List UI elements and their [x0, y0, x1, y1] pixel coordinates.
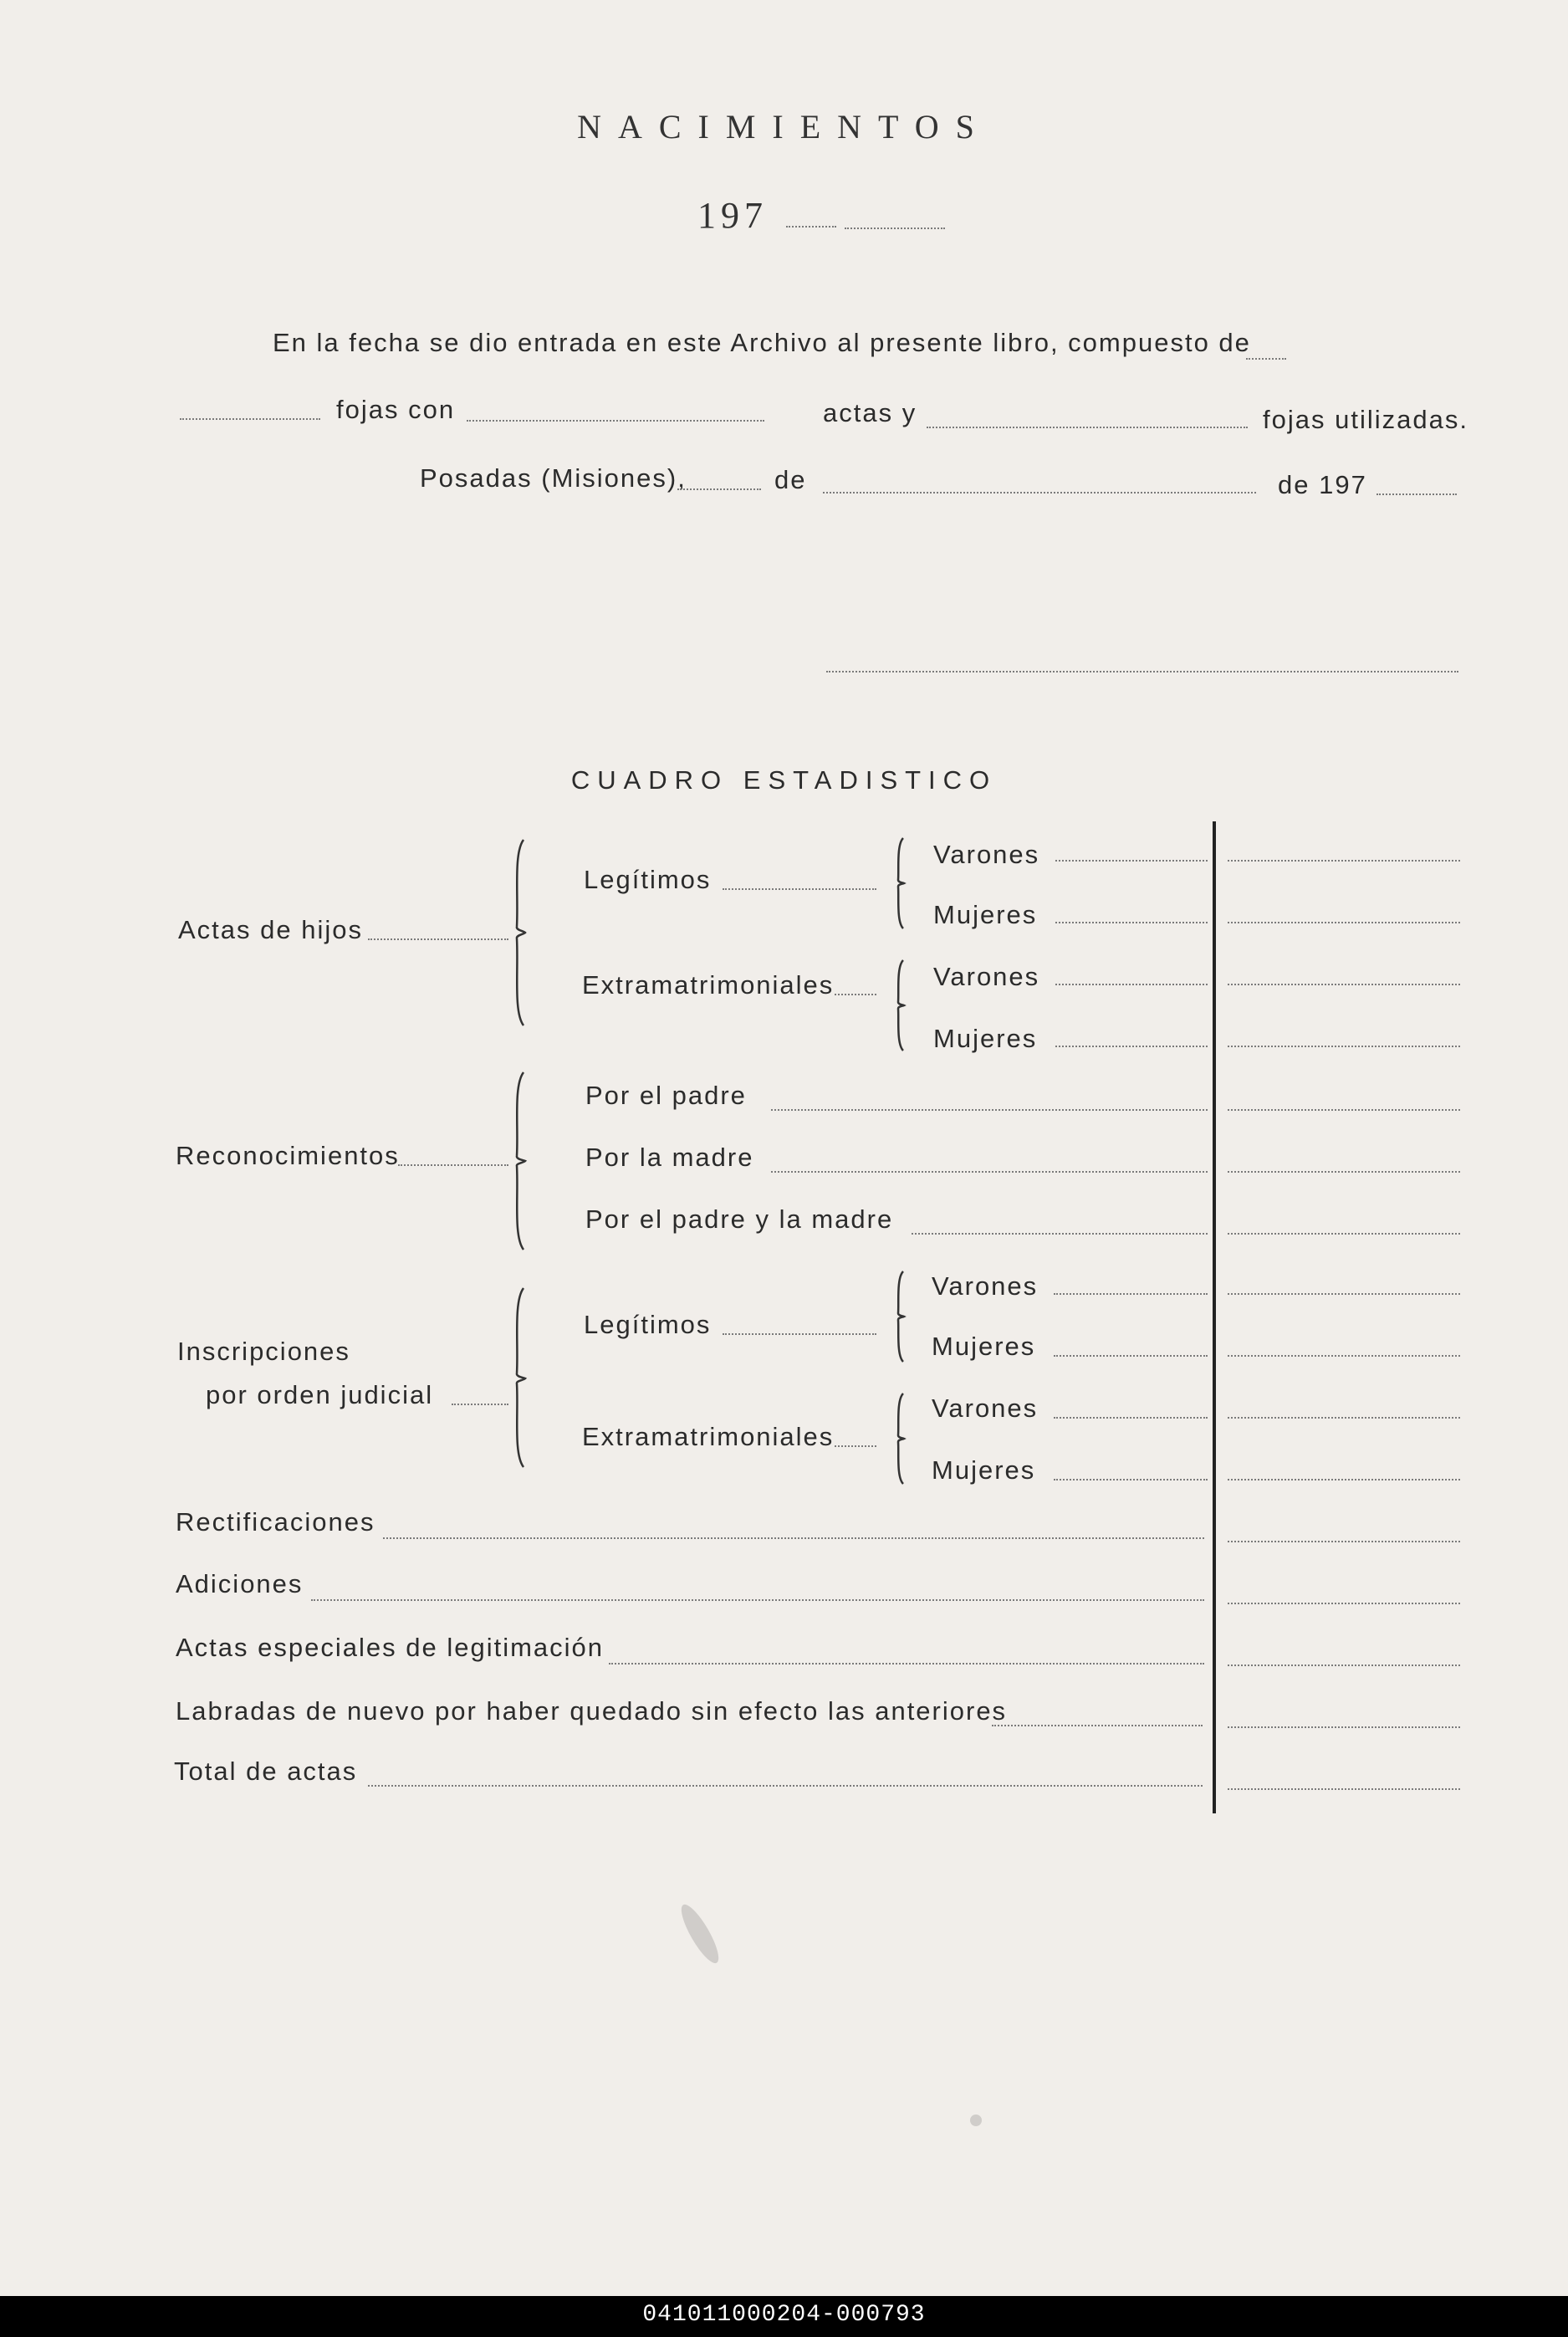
day-line: [677, 488, 761, 490]
total-actas-line: [368, 1785, 1203, 1787]
count-line-r10: [1228, 1417, 1460, 1419]
count-line-r7: [1228, 1233, 1460, 1235]
brace-legitimos-1: [891, 836, 908, 930]
pages-count-line: [1246, 358, 1286, 360]
brace-legitimos-2: [891, 1270, 908, 1363]
por-madre-line: [771, 1171, 1208, 1173]
actas-especiales-line: [609, 1663, 1204, 1665]
count-line-r2: [1228, 922, 1460, 923]
count-line-r14: [1228, 1665, 1460, 1666]
month-line: [823, 492, 1256, 493]
paper-smudge-2: [970, 2115, 982, 2126]
document-title: NACIMIENTOS: [577, 108, 991, 146]
por-madre-label: Por la madre: [585, 1143, 754, 1172]
paper-smudge: [675, 1900, 724, 1967]
adiciones-label: Adiciones: [176, 1569, 304, 1598]
legitimos-label-1: Legítimos: [584, 865, 712, 894]
fojas-count-line: [180, 418, 320, 420]
total-actas-label: Total de actas: [174, 1757, 358, 1786]
cuadro-title: CUADRO ESTADISTICO: [570, 765, 998, 795]
rectificaciones-line: [383, 1537, 1204, 1539]
varones-line-1: [1055, 860, 1208, 862]
varones-line-2: [1055, 984, 1208, 985]
count-line-r5: [1228, 1109, 1460, 1111]
count-line-r8: [1228, 1293, 1460, 1295]
por-padre-label: Por el padre: [585, 1081, 747, 1110]
place-label: Posadas (Misiones),: [420, 463, 687, 493]
labradas-line: [992, 1725, 1203, 1726]
legitimos-label-2: Legítimos: [584, 1310, 712, 1339]
year-fill-line: [786, 226, 836, 228]
entry-text-line1: En la fecha se dio entrada en este Archivo al presente libro, compuesto de: [273, 328, 1251, 357]
count-line-r16: [1228, 1788, 1460, 1790]
fojas-utilizadas-label: fojas utilizadas.: [1263, 405, 1468, 434]
por-ambos-label: Por el padre y la madre: [585, 1204, 894, 1234]
por-orden-label: por orden judicial: [206, 1380, 434, 1409]
por-ambos-line: [912, 1233, 1208, 1235]
count-line-r4: [1228, 1046, 1460, 1047]
extramatrimoniales-label-2: Extramatrimoniales: [582, 1422, 835, 1451]
mujeres-line-3: [1054, 1355, 1208, 1357]
de-year-label: de 197: [1278, 470, 1367, 499]
document-id: 041011000204-000793: [642, 2302, 926, 2328]
por-padre-line: [771, 1109, 1208, 1111]
reconocimientos-line: [398, 1164, 508, 1166]
count-line-r15: [1228, 1726, 1460, 1728]
labradas-label: Labradas de nuevo por haber quedado sin efecto las anteriores: [176, 1696, 1008, 1726]
year-label: 197: [697, 195, 768, 236]
inscripciones-label: Inscripciones: [177, 1337, 350, 1366]
legitimos-line-1: [723, 888, 876, 890]
count-line-r13: [1228, 1603, 1460, 1604]
brace-reconocimientos: [507, 1069, 532, 1253]
legitimos-line-2: [723, 1333, 876, 1335]
mujeres-label-1: Mujeres: [933, 900, 1038, 929]
count-line-r9: [1228, 1355, 1460, 1357]
mujeres-label-4: Mujeres: [932, 1455, 1036, 1485]
actas-hijos-line: [368, 938, 508, 940]
year-end-line: [1376, 493, 1457, 495]
extramatrimoniales-line-1: [835, 994, 876, 995]
varones-line-4: [1054, 1417, 1208, 1419]
year-fill-line-2: [845, 228, 945, 229]
mujeres-label-3: Mujeres: [932, 1332, 1036, 1361]
rectificaciones-label: Rectificaciones: [176, 1507, 375, 1537]
varones-label-2: Varones: [933, 962, 1040, 991]
fojas-utilizadas-line: [927, 427, 1248, 428]
count-line-r12: [1228, 1541, 1460, 1542]
brace-actas-hijos: [507, 836, 532, 1029]
actas-count-line: [467, 420, 764, 422]
varones-line-3: [1054, 1293, 1208, 1295]
signature-line: [826, 671, 1458, 672]
mujeres-label-2: Mujeres: [933, 1024, 1038, 1053]
reconocimientos-label: Reconocimientos: [176, 1141, 400, 1170]
inscripciones-line: [452, 1404, 508, 1405]
varones-label-1: Varones: [933, 840, 1040, 869]
count-line-r11: [1228, 1479, 1460, 1480]
mujeres-line-1: [1055, 922, 1208, 923]
actas-especiales-label: Actas especiales de legitimación: [176, 1633, 605, 1662]
brace-extramatrimoniales-2: [891, 1392, 908, 1486]
brace-extramatrimoniales-1: [891, 959, 908, 1052]
varones-label-3: Varones: [932, 1271, 1039, 1301]
fojas-con-label: fojas con: [336, 395, 456, 424]
count-line-r6: [1228, 1171, 1460, 1173]
varones-label-4: Varones: [932, 1394, 1039, 1423]
extramatrimoniales-label-1: Extramatrimoniales: [582, 970, 835, 1000]
de-label: de: [774, 465, 807, 494]
brace-inscripciones: [507, 1285, 532, 1470]
count-line-r1: [1228, 860, 1460, 862]
mujeres-line-2: [1055, 1046, 1208, 1047]
actas-hijos-label: Actas de hijos: [178, 915, 363, 944]
table-divider-line: [1213, 821, 1216, 1813]
extramatrimoniales-line-2: [835, 1445, 876, 1447]
mujeres-line-4: [1054, 1479, 1208, 1480]
adiciones-line: [311, 1599, 1204, 1601]
actas-y-label: actas y: [823, 398, 917, 427]
count-line-r3: [1228, 984, 1460, 985]
